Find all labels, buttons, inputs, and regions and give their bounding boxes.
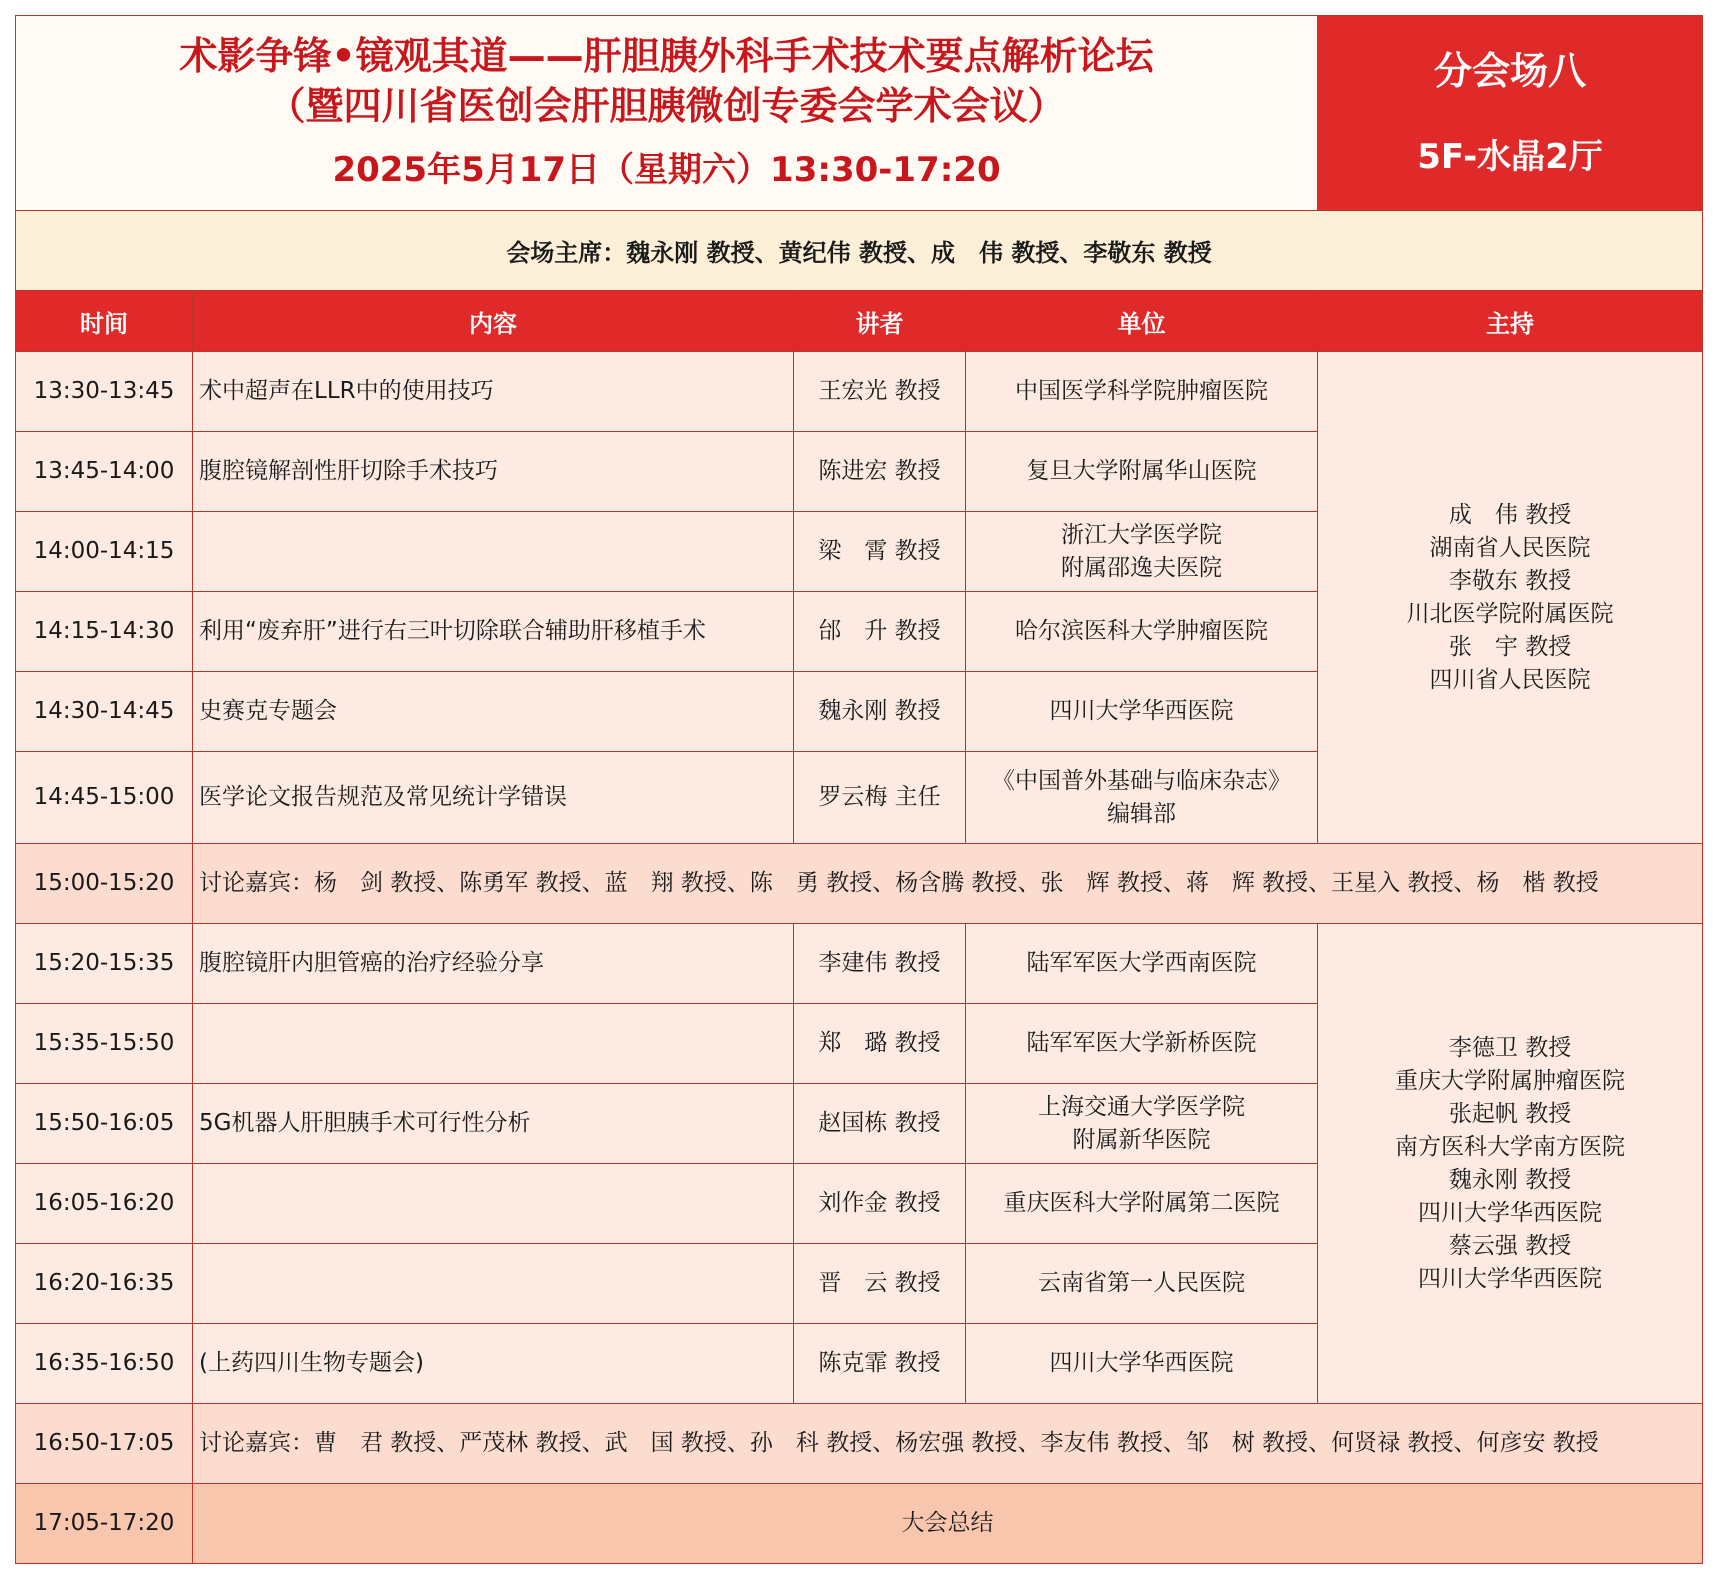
session-chairs: 会场主席：魏永刚 教授、黄纪伟 教授、成 伟 教授、李敬东 教授 — [16, 211, 1703, 291]
unit-cell — [966, 1164, 1318, 1244]
moderator-line: 川北医学院附属医院 — [1406, 600, 1614, 627]
time-cell: 16:50-17:05 — [16, 1404, 193, 1484]
unit-line: 中国医学科学院肿瘤医院 — [1015, 378, 1269, 404]
closing-row — [16, 1484, 1703, 1564]
content-cell: 5G机器人肝胆胰手术可行性分析 — [193, 1084, 794, 1164]
column-header-content: 内容 — [193, 291, 794, 352]
content-cell: 腹腔镜肝内胆管癌的治疗经验分享 — [193, 924, 794, 1004]
session-date: 2025年5月17日（星期六）13:30-17:20 — [332, 150, 1001, 190]
content-cell — [193, 1164, 794, 1244]
time-cell: 16:35-16:50 — [16, 1324, 193, 1404]
unit-cell — [966, 1324, 1318, 1404]
page-title: 术影争锋•镜观其道——肝胆胰外科手术技术要点解析论坛 — [179, 34, 1154, 78]
time-cell: 17:05-17:20 — [16, 1484, 193, 1564]
unit-cell — [966, 1084, 1318, 1164]
time-cell: 14:00-14:15 — [16, 512, 193, 592]
column-header-unit: 单位 — [966, 291, 1318, 352]
moderator-line: 张 宇 教授 — [1448, 633, 1572, 660]
unit-line: 浙江大学医学院 — [1061, 521, 1223, 548]
moderator-line: 成 伟 教授 — [1448, 501, 1572, 528]
time-cell: 14:45-15:00 — [16, 752, 193, 844]
page-subtitle: （暨四川省医创会肝胆胰微创专委会学术会议） — [267, 84, 1066, 128]
moderator-cell — [1318, 352, 1703, 844]
column-header-time: 时间 — [16, 291, 193, 352]
header-row — [16, 16, 1703, 211]
content-cell: 术中超声在LLR中的使用技巧 — [193, 352, 794, 432]
unit-line: 附属邵逸夫医院 — [1061, 554, 1223, 581]
discussion-guests: 讨论嘉宾：曹 君 教授、严茂林 教授、武 国 教授、孙 科 教授、杨宏强 教授、李友伟 教授、邹 树 教授、何贤禄 教授、何彦安 教授 — [193, 1404, 1703, 1484]
unit-line: 哈尔滨医科大学肿瘤医院 — [1015, 618, 1269, 644]
moderator-line: 重庆大学附属肿瘤医院 — [1395, 1067, 1626, 1094]
moderator-line: 李德卫 教授 — [1448, 1034, 1572, 1061]
unit-line: 编辑部 — [1107, 800, 1177, 827]
moderator-line: 南方医科大学南方医院 — [1395, 1133, 1626, 1160]
venue-block — [1318, 16, 1703, 211]
moderator-line: 张起帆 教授 — [1448, 1100, 1572, 1127]
unit-cell — [966, 592, 1318, 672]
unit-line: 四川大学华西医院 — [1049, 698, 1234, 724]
agenda-table — [15, 15, 1703, 1564]
unit-cell — [966, 752, 1318, 844]
moderator-line: 四川大学华西医院 — [1418, 1265, 1603, 1292]
column-header-speaker: 讲者 — [794, 291, 966, 352]
column-header-moderator: 主持 — [1318, 291, 1703, 352]
moderator-line: 蔡云强 教授 — [1448, 1232, 1572, 1259]
content-cell: 腹腔镜解剖性肝切除手术技巧 — [193, 432, 794, 512]
unit-cell — [966, 924, 1318, 1004]
table-row — [16, 352, 1703, 432]
column-header-row — [16, 291, 1703, 352]
time-cell: 15:00-15:20 — [16, 844, 193, 924]
content-cell: 利用“废弃肝”进行右三叶切除联合辅助肝移植手术 — [193, 592, 794, 672]
moderator-cell — [1318, 924, 1703, 1404]
time-cell: 14:15-14:30 — [16, 592, 193, 672]
time-cell: 13:45-14:00 — [16, 432, 193, 512]
moderator-line: 湖南省人民医院 — [1429, 534, 1591, 561]
unit-line: 陆军军医大学西南医院 — [1026, 950, 1257, 976]
closing-summary: 大会总结 — [193, 1484, 1703, 1564]
moderator-line: 李敬东 教授 — [1448, 567, 1572, 594]
speaker-cell: 魏永刚 教授 — [794, 672, 966, 752]
unit-line: 附属新华医院 — [1072, 1126, 1211, 1153]
time-cell: 13:30-13:45 — [16, 352, 193, 432]
hall-name: 分会场八 — [1434, 49, 1587, 93]
unit-line: 四川大学华西医院 — [1049, 1350, 1234, 1376]
moderator-line: 四川省人民医院 — [1429, 666, 1591, 693]
moderator-line: 四川大学华西医院 — [1418, 1199, 1603, 1226]
chair-row — [16, 211, 1703, 291]
unit-cell — [966, 1244, 1318, 1324]
speaker-cell: 郑 璐 教授 — [794, 1004, 966, 1084]
speaker-cell: 梁 霄 教授 — [794, 512, 966, 592]
content-cell — [193, 1004, 794, 1084]
time-cell: 15:50-16:05 — [16, 1084, 193, 1164]
speaker-cell: 邰 升 教授 — [794, 592, 966, 672]
agenda-sheet — [15, 15, 1702, 1564]
content-cell — [193, 1244, 794, 1324]
unit-cell — [966, 512, 1318, 592]
title-block — [16, 16, 1318, 211]
unit-line: 《中国普外基础与临床杂志》 — [992, 767, 1292, 794]
content-cell: 史赛克专题会 — [193, 672, 794, 752]
speaker-cell: 晋 云 教授 — [794, 1244, 966, 1324]
speaker-cell: 陈进宏 教授 — [794, 432, 966, 512]
content-cell: 医学论文报告规范及常见统计学错误 — [193, 752, 794, 844]
time-cell: 15:20-15:35 — [16, 924, 193, 1004]
time-cell: 16:20-16:35 — [16, 1244, 193, 1324]
time-cell: 14:30-14:45 — [16, 672, 193, 752]
moderator-line: 魏永刚 教授 — [1448, 1166, 1572, 1193]
speaker-cell: 刘作金 教授 — [794, 1164, 966, 1244]
speaker-cell: 王宏光 教授 — [794, 352, 966, 432]
unit-line: 云南省第一人民医院 — [1038, 1270, 1246, 1296]
time-cell: 16:05-16:20 — [16, 1164, 193, 1244]
speaker-cell: 赵国栋 教授 — [794, 1084, 966, 1164]
unit-line: 陆军军医大学新桥医院 — [1026, 1030, 1257, 1056]
speaker-cell: 李建伟 教授 — [794, 924, 966, 1004]
discussion-row — [16, 844, 1703, 924]
unit-line: 上海交通大学医学院 — [1038, 1093, 1246, 1120]
content-cell: (上药四川生物专题会) — [193, 1324, 794, 1404]
time-cell: 15:35-15:50 — [16, 1004, 193, 1084]
unit-line: 复旦大学附属华山医院 — [1026, 458, 1257, 484]
room-name: 5F-水晶2厅 — [1417, 137, 1603, 177]
unit-cell — [966, 432, 1318, 512]
unit-cell — [966, 1004, 1318, 1084]
table-row — [16, 924, 1703, 1004]
discussion-guests: 讨论嘉宾：杨 剑 教授、陈勇军 教授、蓝 翔 教授、陈 勇 教授、杨含腾 教授、张 辉 教授、蒋 辉 教授、王星入 教授、杨 楷 教授 — [193, 844, 1703, 924]
discussion-row — [16, 1404, 1703, 1484]
unit-line: 重庆医科大学附属第二医院 — [1003, 1190, 1280, 1216]
unit-cell — [966, 352, 1318, 432]
speaker-cell: 罗云梅 主任 — [794, 752, 966, 844]
content-cell — [193, 512, 794, 592]
unit-cell — [966, 672, 1318, 752]
speaker-cell: 陈克霏 教授 — [794, 1324, 966, 1404]
